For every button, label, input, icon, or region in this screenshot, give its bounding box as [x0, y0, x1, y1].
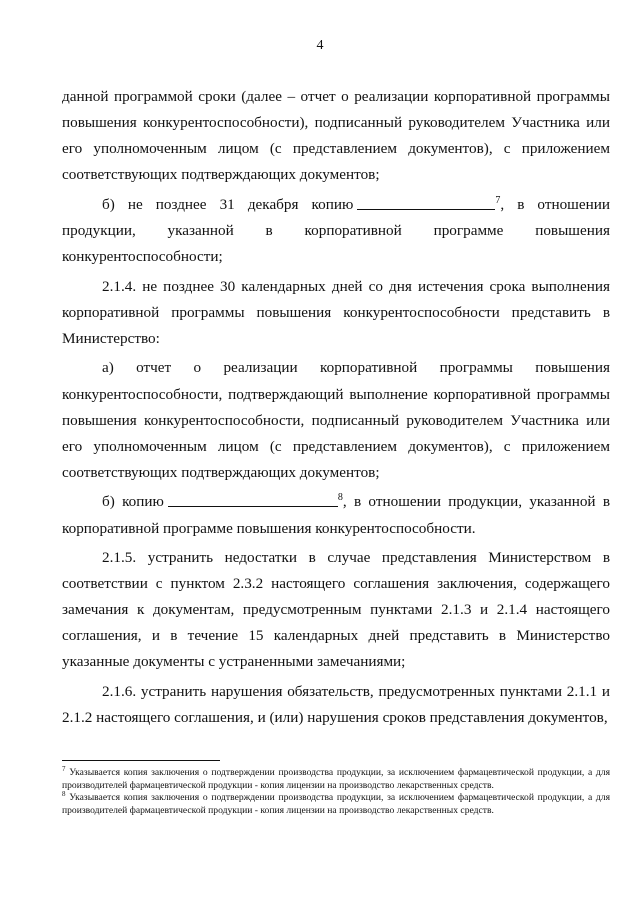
footnote-text: Указывается копия заключения о подтверждении производства продукции, за исключением фармацевтической продукции, а для производителей фармацевтической продукции - копия лицензии на производство лекарственных средств. [62, 792, 610, 816]
fill-in-blank [357, 195, 495, 210]
paragraph-item-b-copy-deadline [62, 192, 610, 270]
footnote-text: Указывается копия заключения о подтверждении производства продукции, за исключением фармацевтической продукции, а для производителей фармацевтической продукции - копия лицензии на производство лекарственных средств. [62, 767, 610, 791]
footnote-divider [62, 760, 220, 761]
paragraph-item-a-report: а) отчет о реализации корпоративной программы повышения конкурентоспособности, подтверждающий выполнение корпоративной программы повышения конкурентоспособности, подписанный руководителем Участника или его уполномоченным лицом (с представлением документов), с приложением соответствующих подтверждающих документов; [62, 359, 610, 481]
footnotes [62, 764, 610, 817]
footnote [62, 792, 610, 817]
paragraph-text: б) копию [102, 493, 164, 511]
paragraph-clause-2-1-6: 2.1.6. устранить нарушения обязательств, предусмотренных пунктами 2.1.1 и 2.1.2 настоящего соглашения, и (или) нарушения сроков представления документов, [62, 683, 610, 727]
fill-in-blank [168, 492, 338, 507]
paragraph-clause-2-1-4: 2.1.4. не позднее 30 календарных дней со дня истечения срока выполнения корпоративной программы повышения конкурентоспособности представить в Министерство: [62, 277, 610, 347]
paragraph-text: , в отношении продукции, указанной в корпоративной программе повышения конкурентоспособности; [62, 195, 611, 266]
footnote-ref: 7 [495, 194, 501, 206]
page-number: 4 [316, 38, 324, 53]
paragraph-continuation: данной программой сроки (далее – отчет о реализации корпоративной программы повышения конкурентоспособности), подписанный руководителем Участника или его уполномоченным лицом (с представлением документов), с приложением соответствующих подтверждающих документов; [62, 88, 610, 184]
paragraph-item-b-copy [62, 489, 610, 541]
footnote-mark: 7 [62, 764, 66, 773]
document-body [62, 84, 610, 735]
footnote [62, 764, 610, 792]
paragraph-text: , в отношении продукции, указанной в корпоративной программе повышения конкурентоспособности. [62, 493, 611, 537]
footnote-ref: 8 [337, 492, 343, 504]
paragraph-clause-2-1-5: 2.1.5. устранить недостатки в случае представления Министерством в соответствии с пунктом 2.3.2 настоящего соглашения заключения, содержащего замечания к документам, предусмотренным пунктами 2.1.3 и 2.1.4 настоящего соглашения, и в течение 15 календарных дней представить в Министерство указанные документы с устраненными замечаниями; [62, 549, 610, 671]
paragraph-text: б) не позднее 31 декабря копию [102, 195, 354, 213]
footnote-mark: 8 [62, 790, 66, 798]
